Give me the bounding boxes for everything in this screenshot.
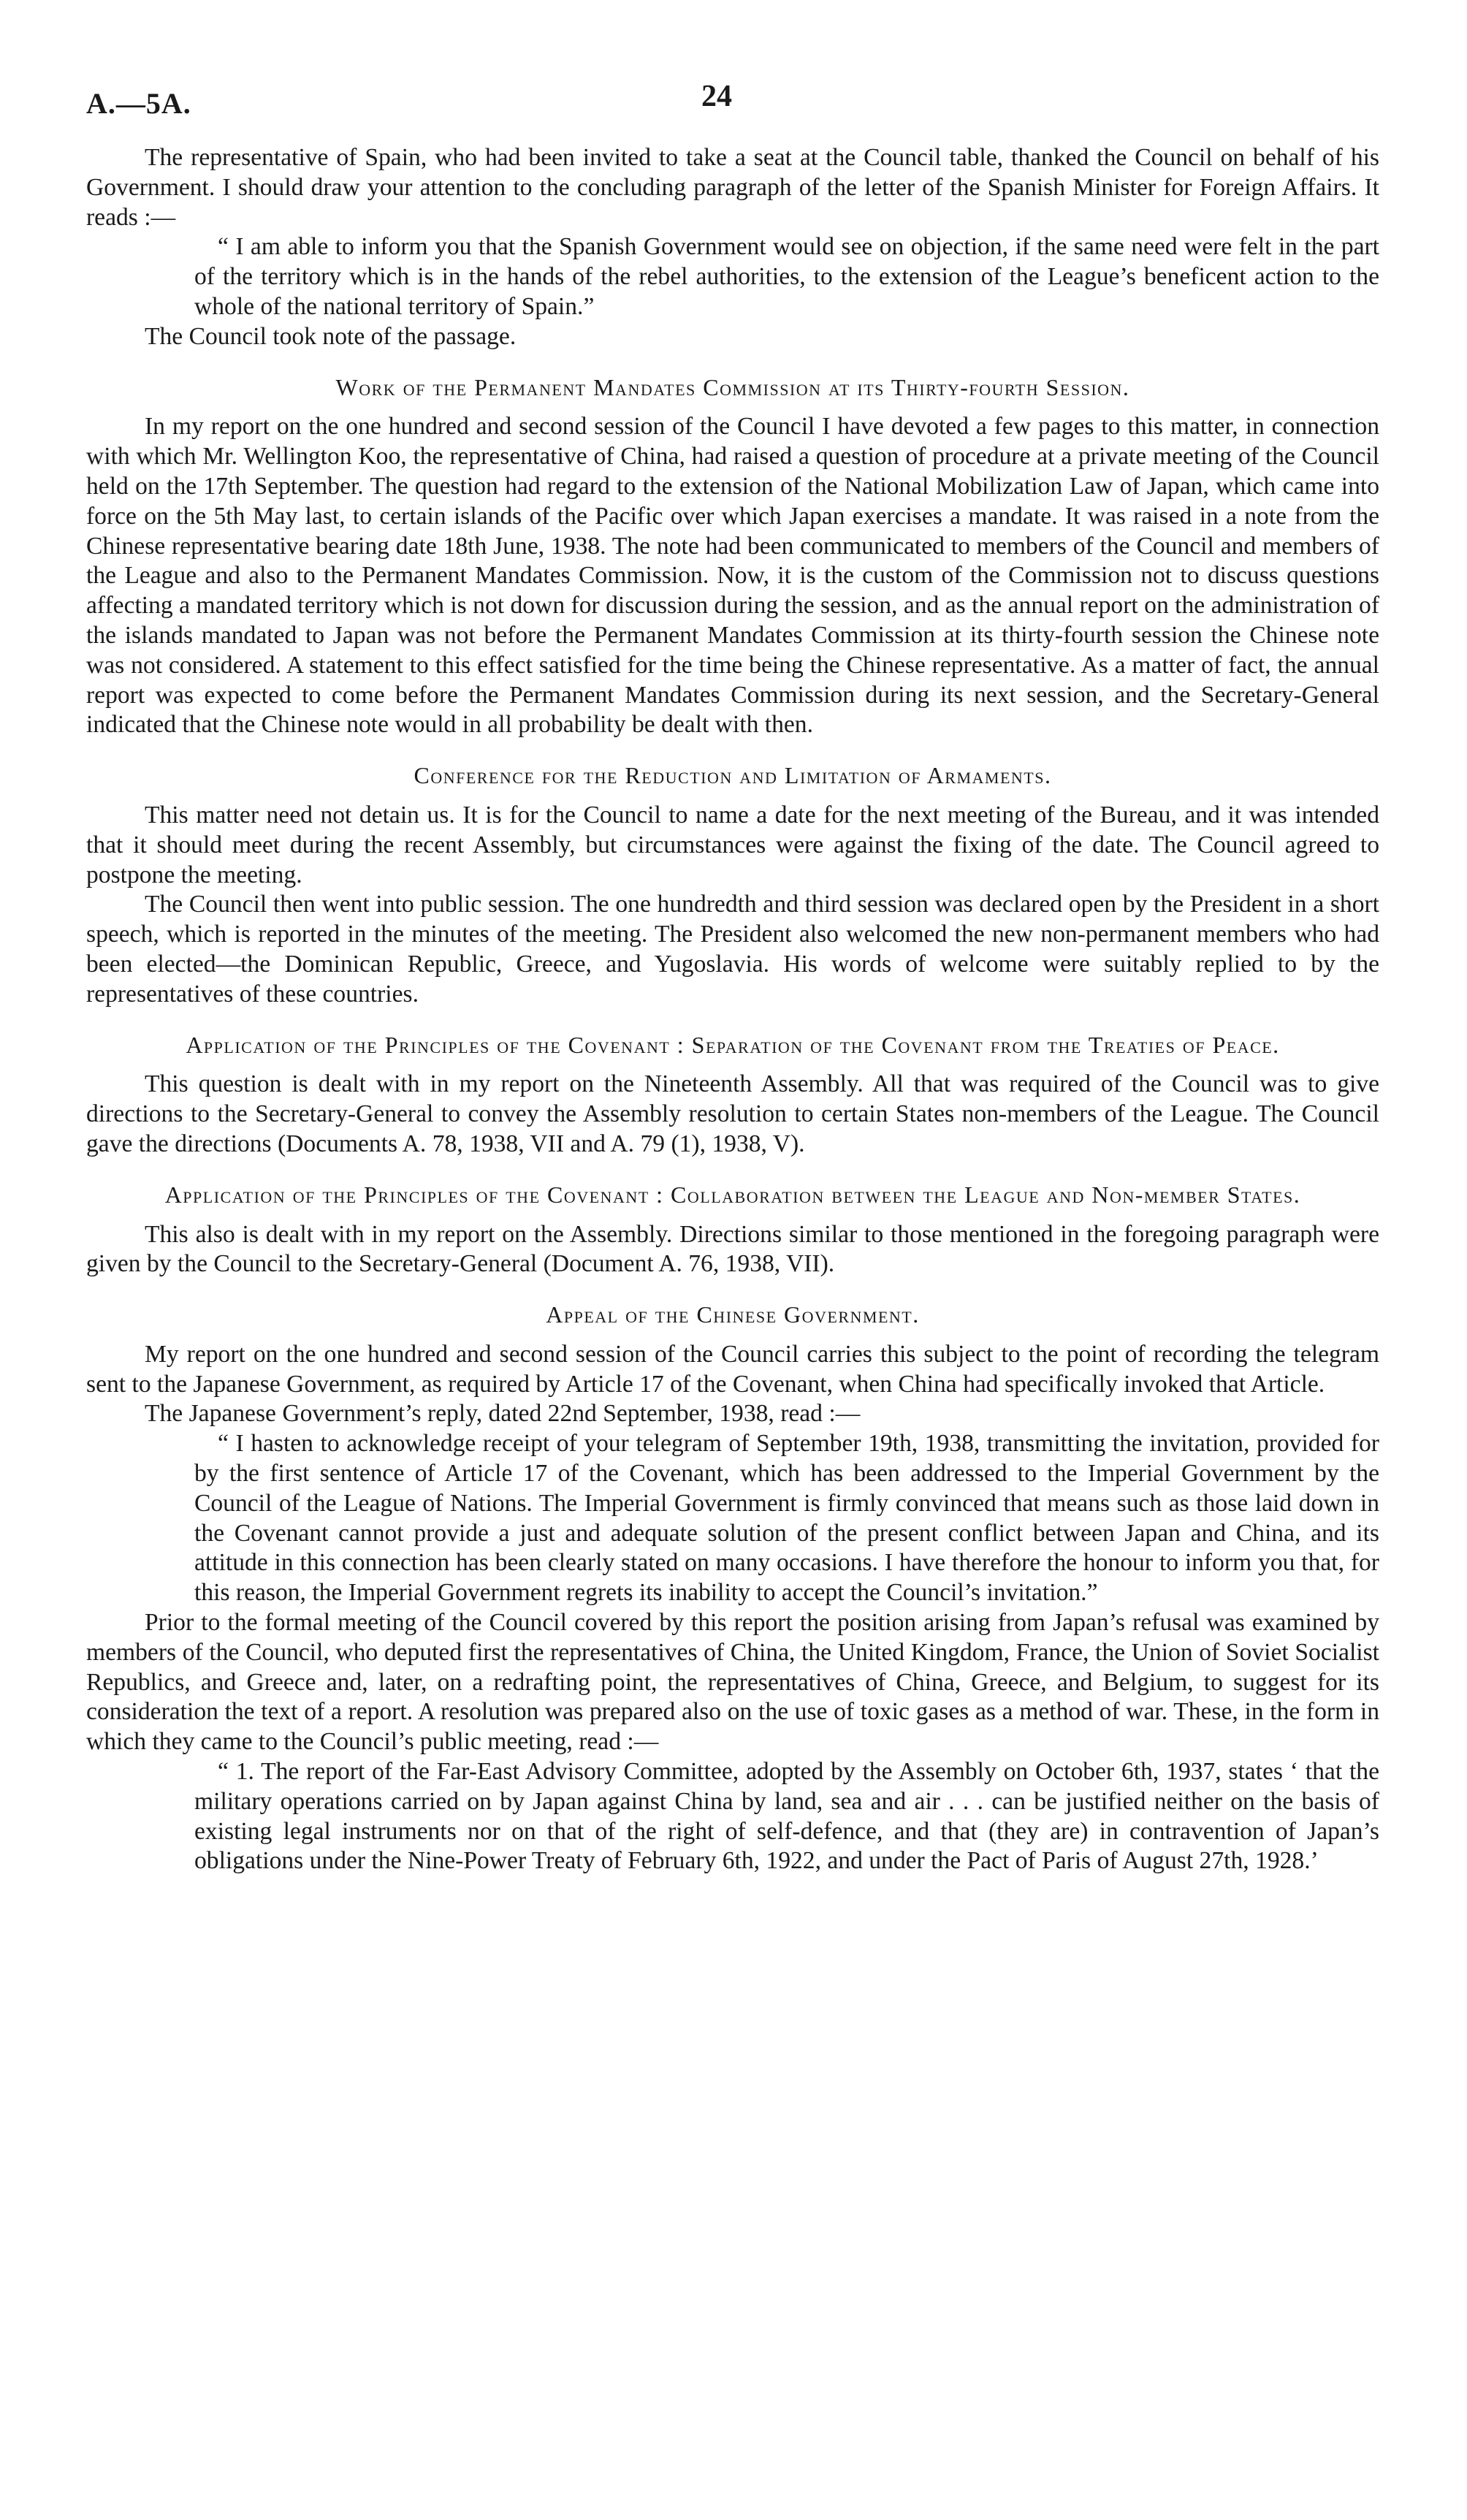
body-text [86,143,1379,1876]
paragraph: This matter need not detain us. It is for the Council to name a date for the next meeting of the Bureau, and it was intended that it should meet during the recent Assembly, but circumstances were against the fixing of the date. The Council agreed to postpone the meeting. [86,801,1379,888]
paragraph: The representative of Spain, who had been invited to take a seat at the Council table, thanked the Council on behalf of his Government. I should draw your attention to the concluding paragraph of the letter of the Spanish Minister for Foreign Affairs. It reads :— [86,144,1379,231]
section-heading: Application of the Principles of the Covenant : Separation of the Covenant from the Treaties of Peace. [186,1031,1280,1058]
block-quote: “ 1. The report of the Far-East Advisory Committee, adopted by the Assembly on October 6th, 1937, states ‘ that the military operations carried on by Japan against China by land, sea and air . . . can be justified neither on the basis of existing legal instruments nor on that of the right of self-defence, and that (they are) in contravention of Japan’s obligations under the Nine-Power Treaty of February 6th, 1922, and under the Pact of Paris of August 27th, 1928.’ [194,1758,1379,1875]
paragraph: In my report on the one hundred and second session of the Council I have devoted a few pages to this matter, in connection with which Mr. Wellington Koo, the representative of China, had raised a question of procedure at a private meeting of the Council held on the 17th September. The question had regard to the extension of the National Mobilization Law of Japan, which came into force on the 5th May last, to certain islands of the Pacific over which Japan exercises a mandate. It was raised in a note from the Chinese representative bearing date 18th June, 1938. The note had been communicated to members of the Council and members of the League and also to the Permanent Mandates Commission. Now, it is the custom of the Commission not to discuss questions affecting a mandated territory which is not down for discussion during the session, and as the annual report on the administration of the islands mandated to Japan was not before the Permanent Mandates Commission at its thirty-fourth session the Chinese note was not considered. A statement to this effect satisfied for the time being the Chinese representative. As a matter of fact, the annual report was expected to come before the Permanent Mandates Commission during its next session, and the Secretary-General indicated that the Chinese note would in all probability be dealt with then. [86,413,1379,739]
paragraph: My report on the one hundred and second session of the Council carries this subject to the point of recording the telegram sent to the Japanese Government, as required by Article 17 of the Covenant, when China had specifically invoked that Article. [86,1340,1379,1398]
section-heading: Appeal of the Chinese Government. [546,1301,920,1328]
document-reference: A.—5A. [86,87,191,120]
paragraph: The Japanese Government’s reply, dated 22nd September, 1938, read :— [145,1400,861,1428]
block-quote: “ I am able to inform you that the Spanish Government would see on objection, if the same need were felt in the part of the territory which is in the hands of the rebel authorities, to the extension of the League’s beneficent action to the whole of the national territory of Spain.” [194,233,1379,320]
section-heading: Application of the Principles of the Covenant : Collaboration between the League and Non-member States. [164,1181,1301,1208]
paragraph: The Council then went into public session. The one hundredth and third session was declared open by the President in a short speech, which is reported in the minutes of the meeting. The President also welcomed the new non-permanent members who had been elected—the Dominican Republic, Greece, and Yugoslavia. His words of welcome were suitably replied to by the representatives of these countries. [86,891,1379,1008]
section-heading: Conference for the Reduction and Limitation of Armaments. [414,762,1052,789]
section-heading: Work of the Permanent Mandates Commission at its Thirty-fourth Session. [335,373,1130,400]
paragraph: This also is dealt with in my report on the Assembly. Directions similar to those mentioned in the foregoing paragraph were given by the Council to the Secretary-General (Document A. 76, 1938, VII). [86,1220,1379,1278]
block-quote: “ I hasten to acknowledge receipt of your telegram of September 19th, 1938, transmitting the invitation, provided for by the first sentence of Article 17 of the Covenant, which has been addressed to the Imperial Government by the Council of the League of Nations. The Imperial Government is firmly convinced that means such as those laid down in the Covenant cannot provide a just and adequate solution of the present conflict between Japan and China, and its attitude in this connection has been clearly stated on many occasions. I have therefore the honour to inform you that, for this reason, the Imperial Government regrets its inability to accept the Council’s invitation.” [194,1430,1379,1607]
paragraph: Prior to the formal meeting of the Council covered by this report the position arising from Japan’s refusal was examined by members of the Council, who deputed first the representatives of China, the United Kingdom, France, the Union of Soviet Socialist Republics, and Greece and, later, on a redrafting point, the representatives of China, Greece, and Belgium, to suggest for its consideration the text of a report. A resolution was prepared also on the use of toxic gases as a method of war. These, in the form in which they came to the Council’s public meeting, read :— [86,1609,1379,1756]
page-number: 24 [701,80,732,113]
paragraph: This question is dealt with in my report on the Nineteenth Assembly. All that was required of the Council was to give directions to the Secretary-General to convey the Assembly resolution to certain States non-members of the League. The Council gave the directions (Documents A. 78, 1938, VII and A. 79 (1), 1938, V). [86,1070,1379,1157]
paragraph: The Council took note of the passage. [145,322,517,350]
